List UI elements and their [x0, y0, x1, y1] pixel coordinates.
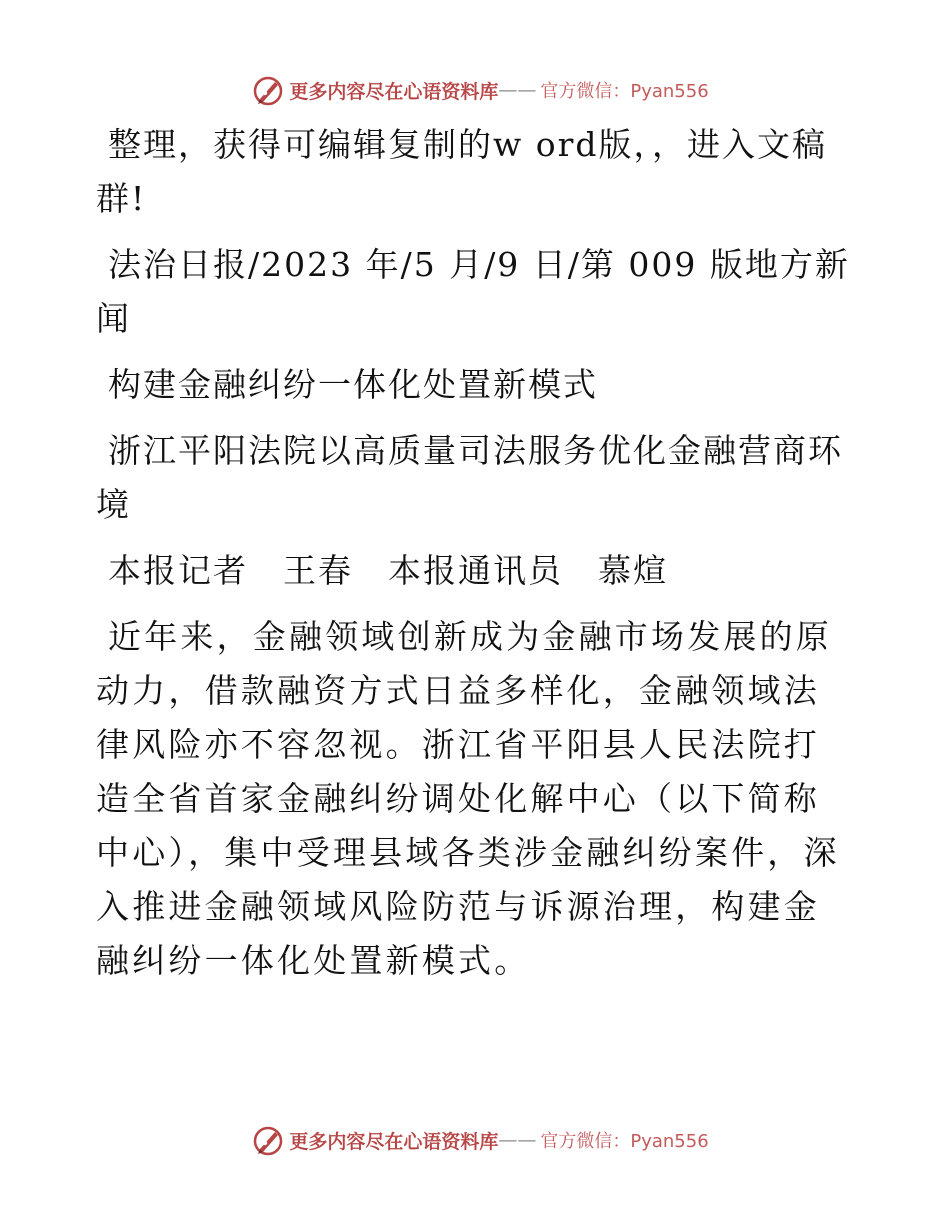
headline: 构建金融纠纷一体化处置新模式: [108, 365, 598, 404]
footer-banner: [0, 1120, 950, 1160]
footer-banner-main-text: 更多内容尽在心语资料库: [289, 1130, 499, 1153]
footer-banner-wechat-text: 官方微信：Pyan556: [540, 1131, 709, 1152]
header-banner-main-text: 更多内容尽在心语资料库: [289, 80, 499, 103]
source-line: 法治日报/2023 年/5 月/9 日/第 009 版地方新闻: [96, 245, 850, 338]
body-paragraph: 近年来，金融领域创新成为金融市场发展的原动力，借款融资方式日益多样化，金融领域法律风险亦不容忽视。浙江省平阳县人民法院打造全省首家金融纠纷调处化解中心（以下简称中心），集中受理县域各类涉金融纠纷案件，深入推进金融领域风险防范与诉源治理，构建金融纠纷一体化处置新模式。: [96, 617, 840, 980]
header-banner: [0, 70, 950, 110]
header-banner-separator: ——: [498, 79, 537, 101]
subheadline: 浙江平阳法院以高质量司法服务优化金融营商环境: [96, 431, 843, 524]
document-body: [96, 118, 856, 1000]
byline: 本报记者 王春 本报通讯员 慕煊: [108, 551, 668, 590]
intro-note: 整理，获得可编辑复制的w ord版，，进入文稿群!: [96, 125, 828, 218]
footer-banner-separator: ——: [498, 1129, 537, 1151]
header-banner-wechat-text: 官方微信：Pyan556: [540, 81, 709, 102]
header-banner-content: [251, 73, 708, 107]
pen-logo-icon: [251, 73, 285, 107]
pen-logo-icon: [251, 1123, 285, 1157]
footer-banner-content: [251, 1123, 708, 1157]
